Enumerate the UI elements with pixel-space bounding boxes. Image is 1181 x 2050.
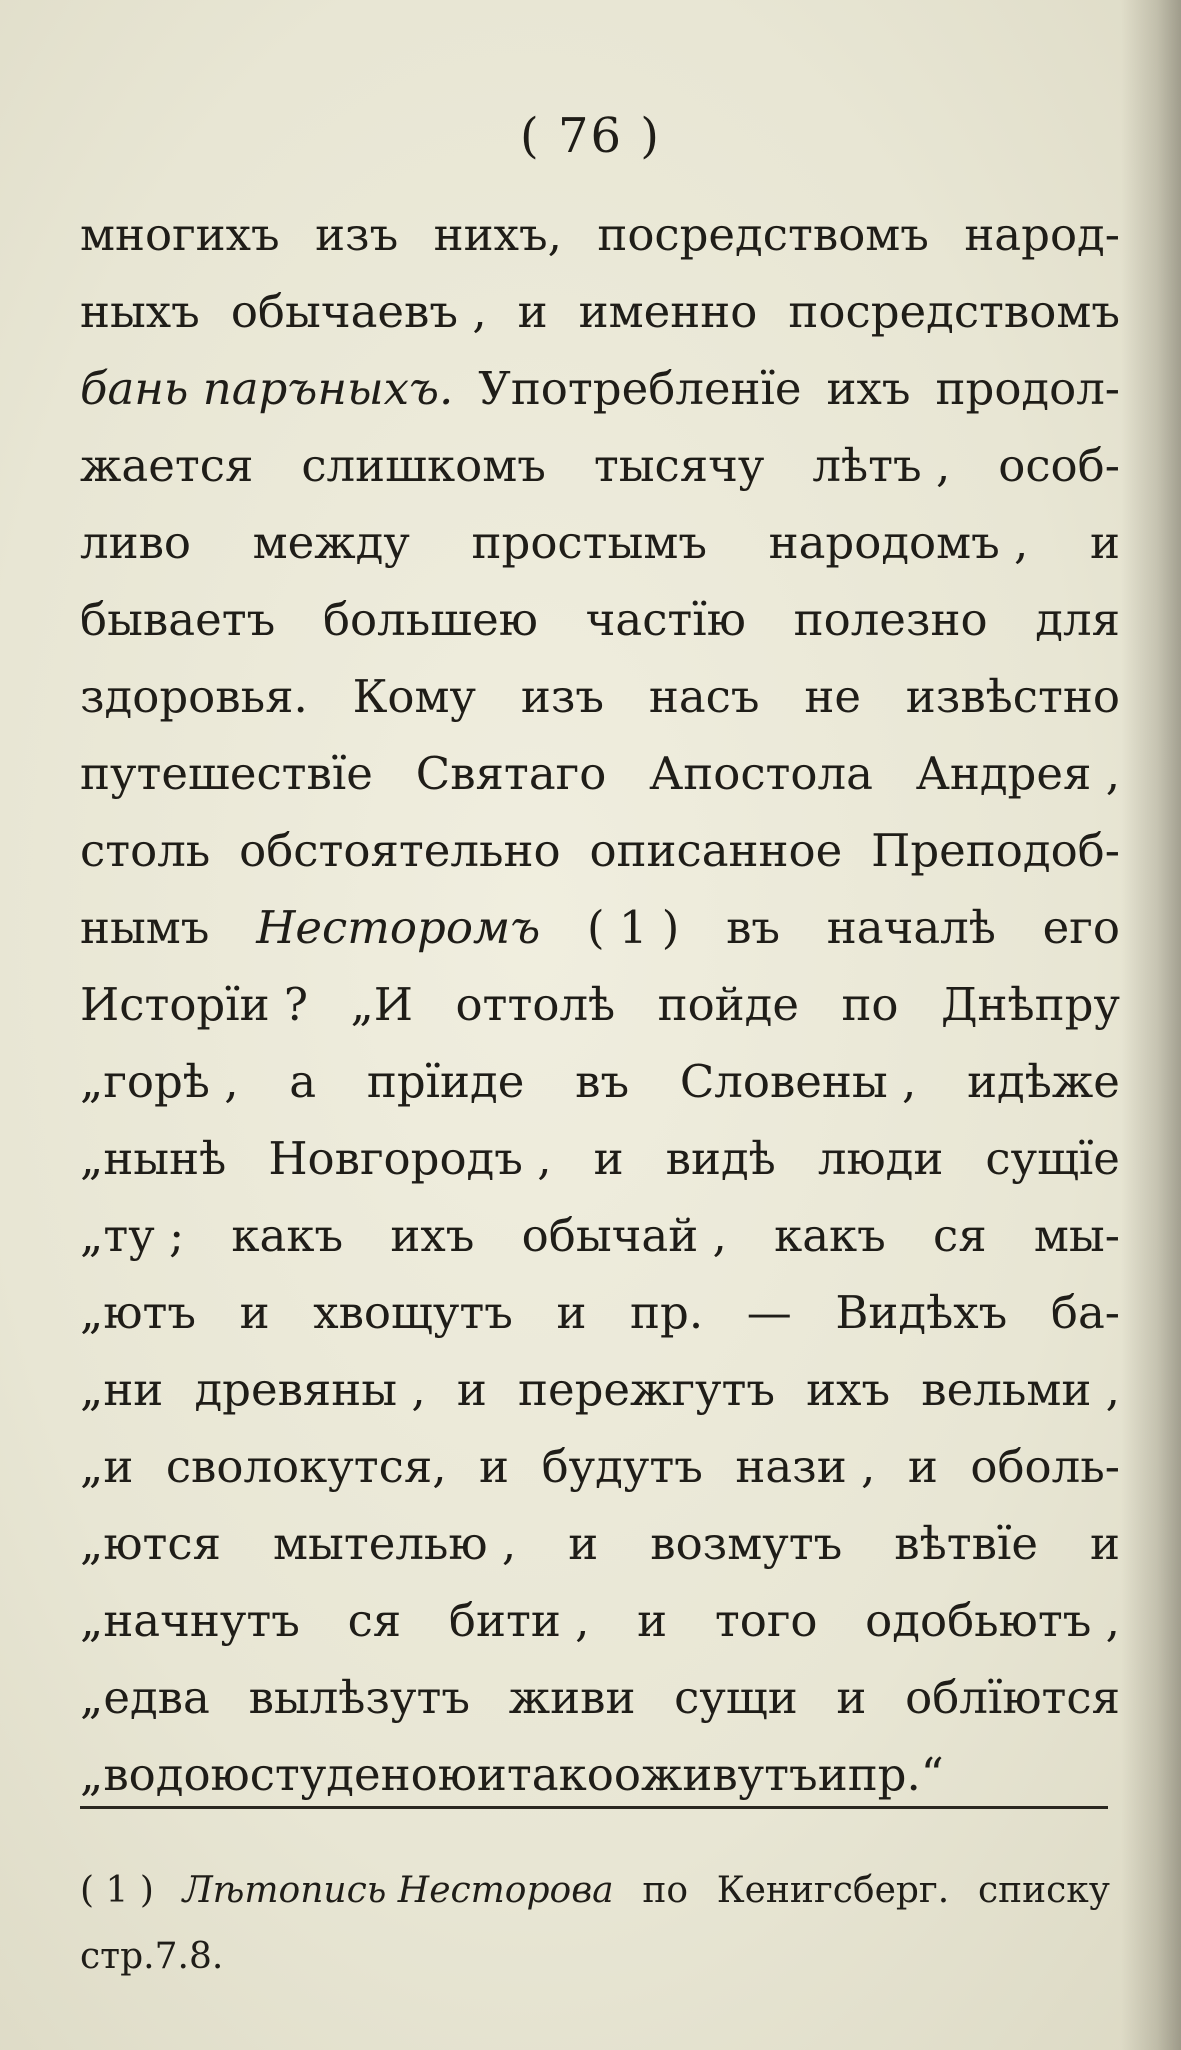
word: ныхъ (80, 285, 200, 338)
word: 8. (188, 1936, 224, 1977)
word: народомъ , (768, 516, 1029, 569)
text-line (80, 350, 1120, 427)
word: обычай , (521, 1209, 727, 1262)
word: въ (726, 901, 781, 954)
word: лѣтъ , (812, 439, 951, 492)
word: и (456, 1363, 487, 1416)
word: — (746, 1286, 792, 1339)
word: ба- (1050, 1286, 1120, 1339)
word: тысячу (593, 439, 765, 492)
word: „едва (80, 1671, 210, 1724)
word: одобьютъ , (865, 1594, 1120, 1647)
word: и (593, 1132, 624, 1185)
word: „ту ; (80, 1209, 185, 1262)
word: изъ (520, 670, 605, 723)
word: того (714, 1594, 818, 1647)
word: живи (508, 1671, 636, 1724)
word: Несторомъ (256, 901, 541, 954)
word: „водою (80, 1748, 250, 1801)
word: будутъ (541, 1440, 703, 1493)
word: Лѣтопись Несторова (182, 1870, 614, 1911)
word: бань паръныхъ. (80, 362, 454, 415)
text-line (80, 1351, 1120, 1428)
word: 7. (154, 1936, 189, 1977)
word: нази , (735, 1440, 876, 1493)
word: облїются (905, 1671, 1120, 1724)
text-line (80, 812, 1120, 889)
word: Андрея , (915, 747, 1120, 800)
footnote (80, 1858, 1110, 1990)
word: сволокутся, (165, 1440, 447, 1493)
word: не (804, 670, 861, 723)
word: многихъ (80, 208, 280, 261)
footnote-line (80, 1858, 1110, 1924)
word: обычаевъ , (230, 285, 487, 338)
word: большею (322, 593, 538, 646)
text-line (80, 1659, 1120, 1736)
text-line (80, 1582, 1120, 1659)
text-line (80, 581, 1120, 658)
word: жается (80, 439, 254, 492)
word: ихъ (390, 1209, 475, 1262)
text-line (80, 1736, 1120, 1813)
word: „И (350, 978, 414, 1031)
text-line (80, 735, 1120, 812)
word: списку (977, 1870, 1110, 1911)
footnote-divider (80, 1806, 1108, 1809)
word: нымъ (80, 901, 210, 954)
word: студеною (249, 1748, 477, 1801)
word: ( 1 ) (586, 901, 680, 954)
word: стр. (80, 1936, 155, 1977)
word: слишкомъ (301, 439, 546, 492)
footnote-line (80, 1924, 1110, 1990)
text-line (80, 1120, 1120, 1197)
word: посредствомъ (597, 208, 929, 261)
word: тако (506, 1748, 614, 1801)
word: между (252, 516, 410, 569)
word: частїю (585, 593, 746, 646)
word: Преподоб- (871, 824, 1120, 877)
word: Кому (352, 670, 477, 723)
word: Исторїи ? (80, 978, 309, 1031)
text-line (80, 1274, 1120, 1351)
word: и (1090, 516, 1120, 569)
word: описанное (589, 824, 843, 877)
text-line (80, 427, 1120, 504)
word: ихъ (806, 1363, 891, 1416)
word: именно (578, 285, 758, 338)
word: и (637, 1594, 668, 1647)
word: въ (575, 1055, 630, 1108)
text-line (80, 1197, 1120, 1274)
word: люди (817, 1132, 944, 1185)
word: ( 1 ) (80, 1870, 154, 1911)
word: простымъ (471, 516, 707, 569)
word: „и (80, 1440, 134, 1493)
word: древяны , (194, 1363, 426, 1416)
word: и (907, 1440, 938, 1493)
word: идѣже (967, 1055, 1120, 1108)
word: сущи (674, 1671, 798, 1724)
word: „начнутъ (80, 1594, 300, 1647)
word: продол- (935, 362, 1120, 415)
word: полезно (793, 593, 988, 646)
word: „ются (80, 1517, 221, 1570)
word: и (836, 1671, 867, 1724)
word: оттолѣ (455, 978, 616, 1031)
word: ся (933, 1209, 987, 1262)
word: а (289, 1055, 317, 1108)
word: обстоятельно (239, 824, 561, 877)
word: Видѣхъ (835, 1286, 1008, 1339)
word: и (817, 1748, 848, 1801)
word: здоровья. (80, 670, 308, 723)
text-line (80, 273, 1120, 350)
word: „нынѣ (80, 1132, 227, 1185)
word: „горѣ , (80, 1055, 239, 1108)
word: бываетъ (80, 593, 276, 646)
word: столь (80, 824, 211, 877)
word: изъ (315, 208, 399, 261)
word: Кенигсберг. (716, 1870, 950, 1911)
word: ливо (80, 516, 192, 569)
word: ихъ (826, 362, 911, 415)
word: мы- (1033, 1209, 1120, 1262)
main-text (80, 196, 1120, 1813)
text-line (80, 889, 1120, 966)
word: нихъ, (433, 208, 562, 261)
word: путешествїе (80, 747, 373, 800)
word: какъ (231, 1209, 344, 1262)
text-line (80, 1505, 1120, 1582)
word: и (556, 1286, 587, 1339)
word: мытелью , (273, 1517, 517, 1570)
page-gutter-shadow (1121, 0, 1181, 2050)
word: Словены , (679, 1055, 917, 1108)
word: прїиде (366, 1055, 525, 1108)
word: „ни (80, 1363, 164, 1416)
page-number: ( 76 ) (519, 108, 662, 164)
word: бити , (448, 1594, 590, 1647)
text-line (80, 1428, 1120, 1505)
word: пр.“ (847, 1748, 944, 1801)
text-line (80, 196, 1120, 273)
word: и (479, 1440, 510, 1493)
word: насъ (648, 670, 760, 723)
word: народ- (964, 208, 1120, 261)
word: какъ (774, 1209, 886, 1262)
word: оживутъ (613, 1748, 818, 1801)
word: посредствомъ (788, 285, 1120, 338)
word: оболь- (970, 1440, 1120, 1493)
word: особ- (998, 439, 1120, 492)
word: по (841, 978, 899, 1031)
word: его (1042, 901, 1120, 954)
word: пережгутъ (517, 1363, 776, 1416)
word: пойде (657, 978, 800, 1031)
word: видѣ (665, 1132, 776, 1185)
word: и (476, 1748, 507, 1801)
word: сущїе (985, 1132, 1120, 1185)
word: хвощутъ (313, 1286, 513, 1339)
word: Днѣпру (940, 978, 1120, 1031)
word: вылѣзутъ (248, 1671, 470, 1724)
word: возмутъ (650, 1517, 843, 1570)
word: и (1090, 1517, 1120, 1570)
word: вѣтвїе (894, 1517, 1038, 1570)
text-line (80, 658, 1120, 735)
word: началѣ (826, 901, 996, 954)
word: для (1035, 593, 1120, 646)
word: вельми , (921, 1363, 1120, 1416)
word: ся (347, 1594, 402, 1647)
word: по (642, 1870, 688, 1911)
word: и (568, 1517, 599, 1570)
text-line (80, 966, 1120, 1043)
word: Святаго (415, 747, 607, 800)
word: и (239, 1286, 270, 1339)
word: Новгородъ , (268, 1132, 552, 1185)
word: пр. (630, 1286, 704, 1339)
word: „ютъ (80, 1286, 197, 1339)
word: извѣстно (905, 670, 1120, 723)
word: Употребленїе (478, 362, 802, 415)
text-line (80, 504, 1120, 581)
text-line (80, 1043, 1120, 1120)
word: и (517, 285, 548, 338)
word: Апостола (649, 747, 873, 800)
